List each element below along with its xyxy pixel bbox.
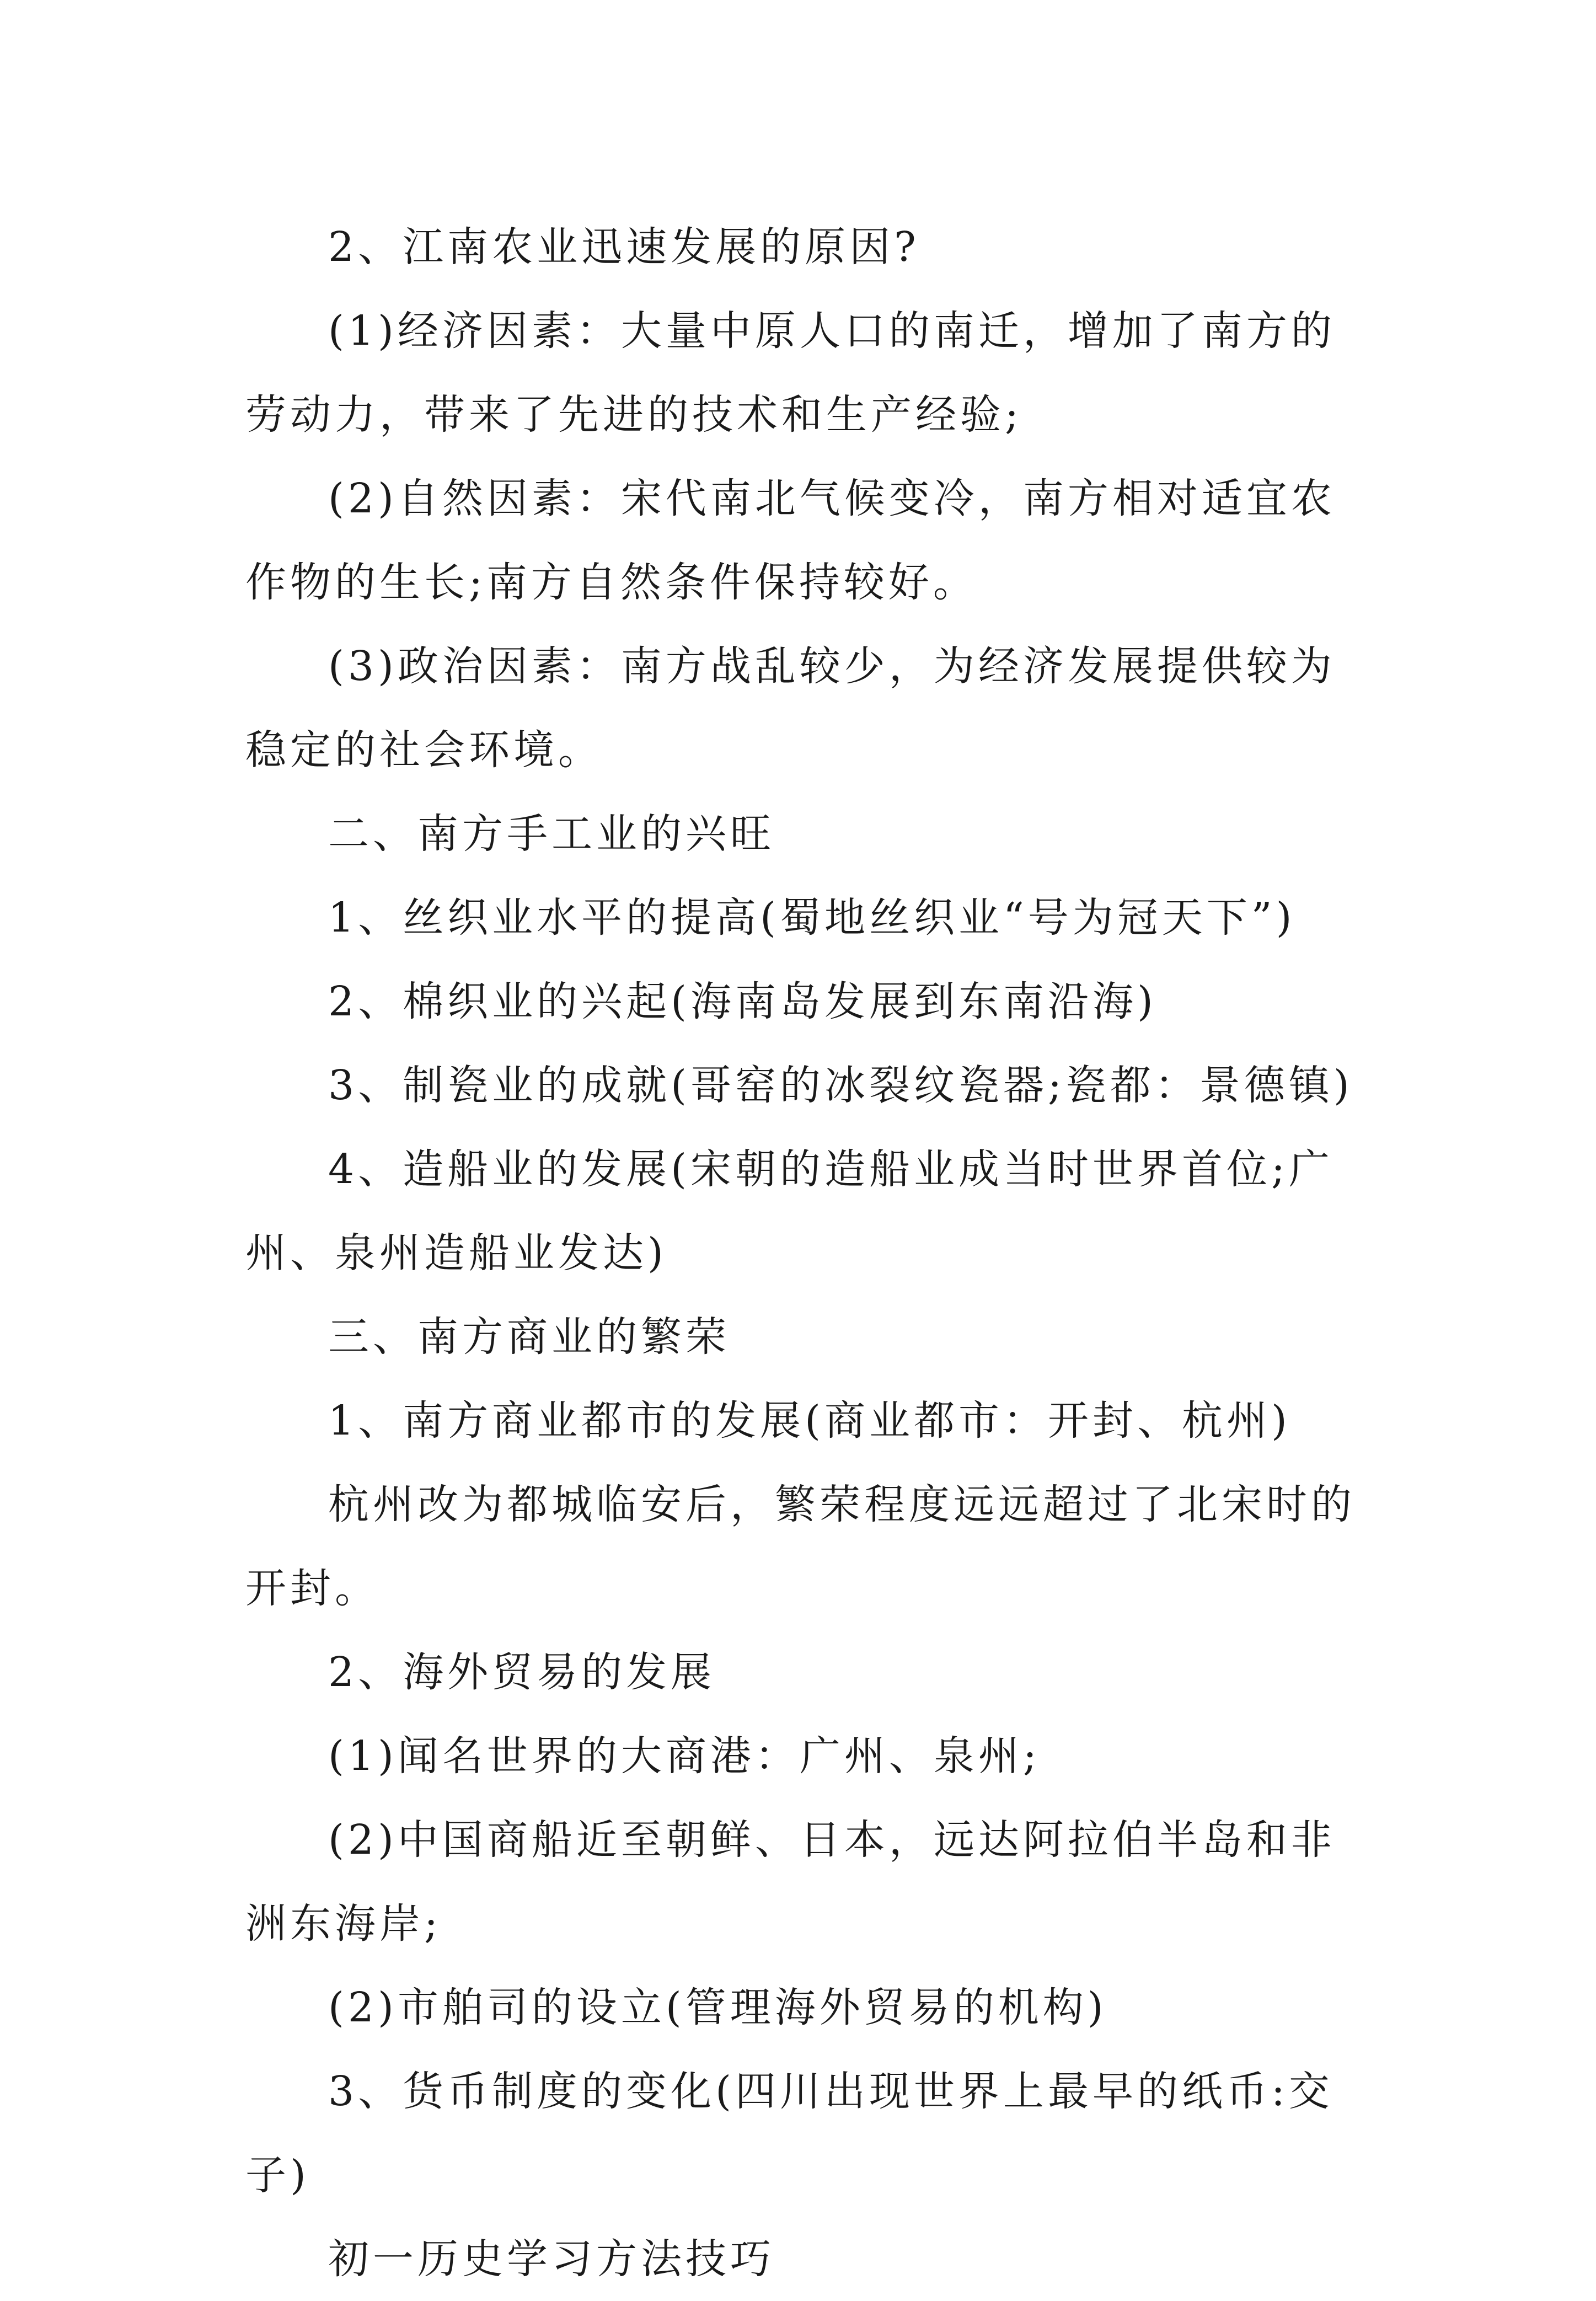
trade-ports: (1)闻名世界的大商港：广州、泉州;	[328, 1732, 1041, 1780]
trade-ship-routes: (2)中国商船近至朝鲜、日本，远达阿拉伯半岛和非洲东海岸;	[245, 1816, 1336, 1947]
reason-economic: (1)经济因素：大量中原人口的南迁，增加了南方的劳动力，带来了先进的技术和生产经验;	[245, 307, 1336, 438]
handicraft-porcelain: 3、制瓷业的成就(哥窑的冰裂纹瓷器;瓷都：景德镇)	[328, 1062, 1353, 1109]
section-heading-handicraft: 二、南方手工业的兴旺	[328, 810, 775, 858]
reason-natural: (2)自然因素：宋代南北气候变冷，南方相对适宜农作物的生长;南方自然条件保持较好。	[245, 475, 1336, 606]
heading-study-methods: 初一历史学习方法技巧	[328, 2235, 775, 2283]
commerce-cities: 1、南方商业都市的发展(商业都市：开封、杭州)	[328, 1397, 1291, 1444]
handicraft-cotton: 2、棉织业的兴起(海南岛发展到东南沿海)	[328, 978, 1157, 1025]
commerce-hangzhou: 杭州改为都城临安后，繁荣程度远远超过了北宋时的开封。	[245, 1481, 1356, 1612]
handicraft-shipbuilding: 4、造船业的发展(宋朝的造船业成当时世界首位;广州、泉州造船业发达)	[245, 1146, 1333, 1277]
currency-change: 3、货币制度的变化(四川出现世界上最早的纸币:交子)	[245, 2068, 1333, 2199]
heading-overseas-trade: 2、海外贸易的发展	[328, 1649, 716, 1696]
trade-shibosi: (2)市舶司的设立(管理海外贸易的机构)	[328, 1984, 1107, 2031]
heading-agriculture-reasons: 2、江南农业迅速发展的原因?	[328, 223, 920, 271]
handicraft-silk: 1、丝织业水平的提高(蜀地丝织业“号为冠天下”)	[328, 894, 1296, 941]
section-heading-commerce: 三、南方商业的繁荣	[328, 1313, 730, 1361]
reason-political: (3)政治因素：南方战乱较少，为经济发展提供较为稳定的社会环境。	[245, 643, 1336, 774]
document-body	[245, 205, 1365, 2301]
